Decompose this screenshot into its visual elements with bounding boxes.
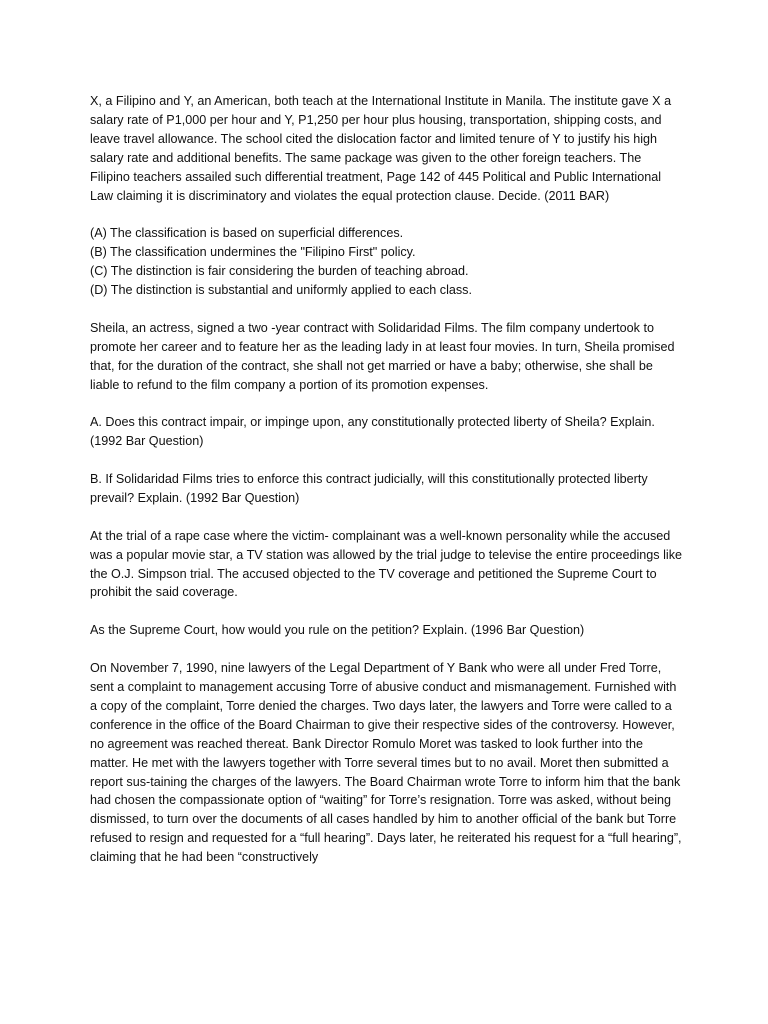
question-2-stem: Sheila, an actress, signed a two -year contract with Solidaridad Films. The film company undertook to promote her career and to feature her as the leading lady in at least four movies. In turn, Sheila promised that, for the duration of the contract, she shall not get married or have a baby; otherwise, she shall be liable to refund to the film company a portion of its promotion expenses. <box>90 320 675 392</box>
choice-a: (A) The classification is based on superficial differences. <box>90 226 404 241</box>
question-3-stem: At the trial of a rape case where the victim- complainant was a well-known personality while the accused was a popular movie star, a TV station was allowed by the trial judge to televise the entire proceedings like the O.J. Simpson trial. The accused objected to the TV coverage and petitioned the Supreme Court to prohibit the said coverage. <box>90 528 682 600</box>
choice-d: (D) The distinction is substantial and uniformly applied to each class. <box>90 283 472 298</box>
question-1-choices <box>90 224 682 300</box>
choice-c: (C) The distinction is fair considering the burden of teaching abroad. <box>90 264 469 279</box>
question-3-prompt: As the Supreme Court, how would you rule on the petition? Explain. (1996 Bar Question) <box>90 623 585 638</box>
question-1-stem: X, a Filipino and Y, an American, both teach at the International Institute in Manila. The institute gave X a salary rate of P1,000 per hour and Y, P1,250 per hour plus housing, transportation, shipping costs, and leave travel allowance. The school cited the dislocation factor and limited tenure of Y to justify his high salary rate and additional benefits. The same package was given to the other foreign teachers. The Filipino teachers assailed such differential treatment, Page 142 of 445 Political and Public International Law claiming it is discriminatory and violates the equal protection clause. Decide. (2011 BAR) <box>90 94 672 203</box>
question-2-part-a: A. Does this contract impair, or impinge upon, any constitutionally protected liberty of Sheila? Explain. (1992 Bar Question) <box>90 415 655 449</box>
choice-b: (B) The classification undermines the "Filipino First" policy. <box>90 245 416 260</box>
document-page <box>90 92 682 867</box>
question-2-part-b: B. If Solidaridad Films tries to enforce this contract judicially, will this constitutionally protected liberty prevail? Explain. (1992 Bar Question) <box>90 472 648 505</box>
question-4-stem: On November 7, 1990, nine lawyers of the Legal Department of Y Bank who were all under Fred Torre, sent a complaint to management accusing Torre of abusive conduct and mismanagement. Furnished with a copy of the complaint, Torre denied the charges. Two days later, the lawyers and Torre were called to a conference in the office of the Board Chairman to give their respective sides of the controversy. However, no agreement was reached thereat. Bank Director Romulo Moret was tasked to look further into the matter. He met with the lawyers together with Torre several times but to no avail. Moret then submitted a report sus-taining the charges of the lawyers. The Board Chairman wrote Torre to inform him that the bank had chosen the compassionate option of “waiting” for Torre’s resignation. Torre was asked, without being dismissed, to turn over the documents of all cases handled by him to another official of the bank but Torre refused to resign and requested for a “full hearing”. Days later, he reiterated his request for a “full hearing”, claiming that he had been “constructively <box>90 661 682 865</box>
